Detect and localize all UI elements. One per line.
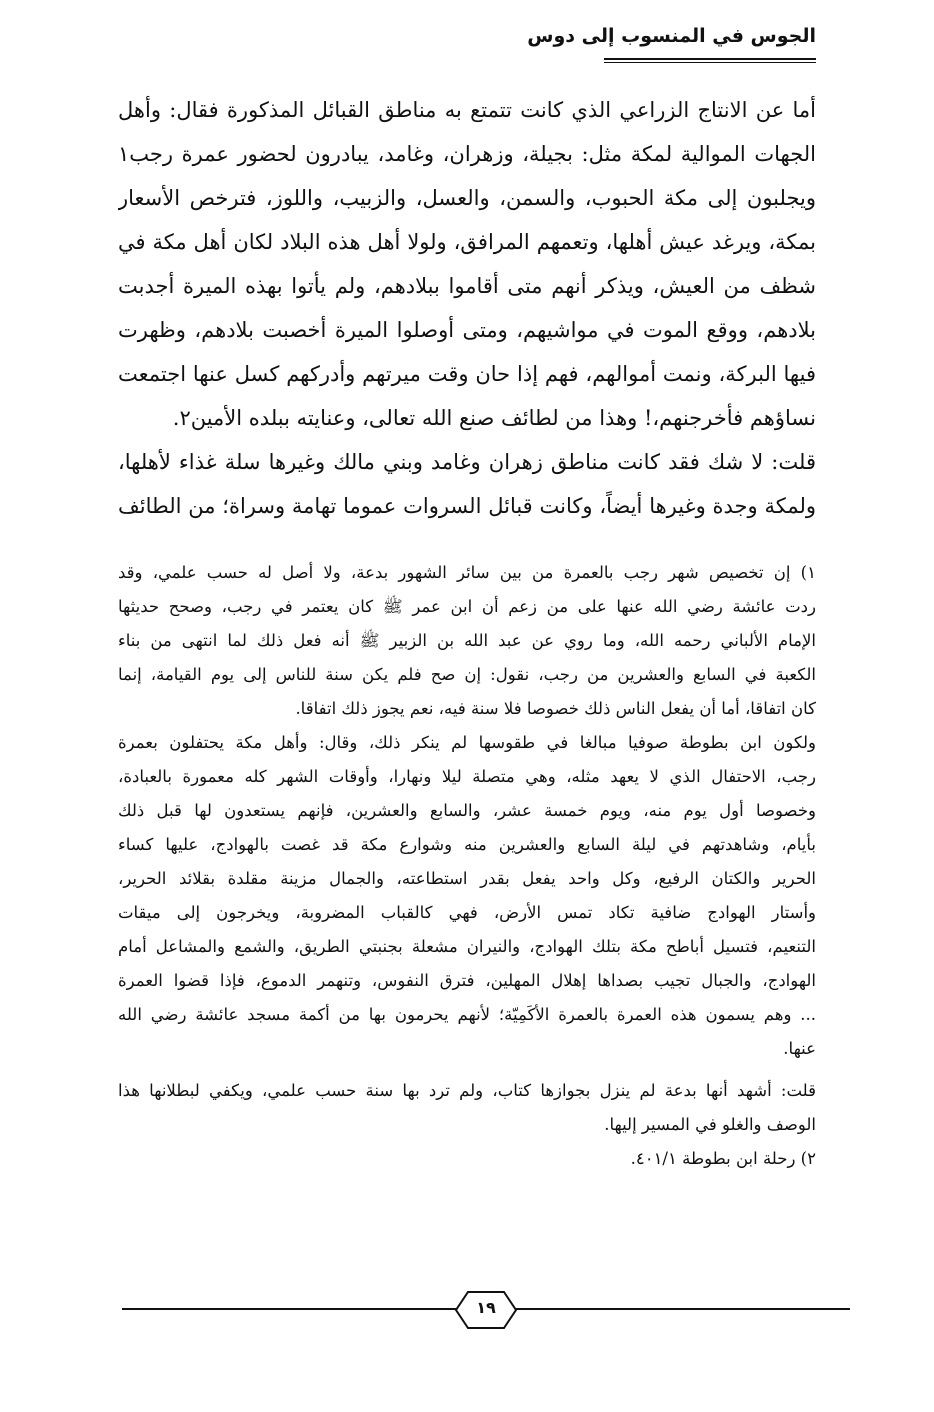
- header-rule: [604, 58, 816, 60]
- body-line: شظف من العيش، ويذكر أنهم متى أقاموا ببلادهم، ولم يأتوا بهذه الميرة أجدبت: [118, 274, 816, 298]
- main-text: [118, 88, 816, 528]
- footnote-line: كان اتفاقا، أما أن يفعل الناس ذلك خصوصا فلا سنة فيه، نعم يجوز ذلك اتفاقا.: [295, 699, 816, 718]
- footnote-line: وأستار الهوادج ضافية تكاد تمس الأرض، فهي كالقباب المضروبة، ويخرجون إلى ميقات: [118, 903, 816, 922]
- footnote-line: قلت: أشهد أنها بدعة لم ينزل بجوازها كتاب، ولم ترد بها سنة حسب علمي، ويكفي لبطلانها هذا: [118, 1081, 816, 1100]
- footnote-line: عنها.: [783, 1039, 816, 1058]
- footnote-remark: [118, 1074, 816, 1142]
- footnote-line: الإمام الألباني رحمه الله، وما روي عن عبد الله بن الزبير ﷺ أنه فعل ذلك لما انتهى من بناء: [118, 631, 816, 650]
- body-line: ويجلبون إلى مكة الحبوب، والسمن، والعسل، والزبيب، واللوز، فترخص الأسعار: [118, 186, 816, 210]
- footnote-1-continuation: [118, 726, 816, 1066]
- header-rule-thin: [604, 62, 816, 63]
- footnote-line: ... وهم يسمون هذه العمرة بالعمرة الأكَمِيّة؛ لأنهم يحرمون بها من أكمة مسجد عائشة رضي الله: [118, 1005, 816, 1024]
- footnote-line: التنعيم، فتسيل أباطح مكة بتلك الهوادج، والنيران مشعلة بجنبتي الطريق، والشمع والمشاعل أمام: [118, 937, 816, 956]
- body-line: أما عن الانتاج الزراعي الذي كانت تتمتع به مناطق القبائل المذكورة فقال: وأهل: [118, 98, 816, 122]
- footnotes: [118, 556, 816, 1176]
- footnote-line: بأيام، وشاهدتهم في ليلة السابع والعشرين منه وشوارع مكة قد غصت بالهوادج، عليها كساء: [118, 835, 816, 854]
- page-number: ١٩: [476, 1298, 496, 1317]
- footnote-line: ١) إن تخصيص شهر رجب بالعمرة من بين سائر الشهور بدعة، ولا أصل له حسب علمي، وقد: [118, 563, 816, 582]
- footnote-line: الهوادج، والجبال تجيب بصداها إهلال المهلين، فترق النفوس، وتنهمر الدموع، فإذا قضوا العمرة: [118, 971, 816, 990]
- running-header-title: الجوس في المنسوب إلى دوس: [527, 25, 816, 47]
- footnote-spacer: [118, 1066, 816, 1074]
- body-line: فيها البركة، ونمت أموالهم، فهم إذا حان وقت ميرتهم وأدركهم كسل عنها اجتمعت: [118, 362, 816, 386]
- footnote-line: الوصف والغلو في المسير إليها.: [604, 1115, 816, 1134]
- footnote-line: رجب، الاحتفال الذي لا يعهد مثله، وهي متصلة ليلا ونهارا، وأوقات الشهر كله معمورة بالعبادة،: [118, 767, 816, 786]
- footnote-line: الكعبة في السابع والعشرين من رجب، نقول: إن صح فلم يكن سنة للناس إلى يوم القيامة، إنما: [118, 665, 816, 684]
- body-line: بلادهم، ووقع الموت في مواشيهم، ومتى أوصلوا الميرة أخصبت بلادهم، وظهرت: [118, 318, 816, 342]
- body-line: الجهات الموالية لمكة مثل: بجيلة، وزهران، وغامد، يبادرون لحضور عمرة رجب١: [118, 142, 816, 166]
- footnote-line: ردت عائشة رضي الله عنها على من زعم أن ابن عمر ﷺ كان يعتمر في رجب، وصحح حديثها: [118, 597, 816, 616]
- body-line: ولمكة وجدة وغيرها أيضاً، وكانت قبائل السروات عموما تهامة وسراة؛ من الطائف: [118, 494, 816, 518]
- footnote-line: ٢) رحلة ابن بطوطة ٤٠١/١.: [630, 1149, 816, 1168]
- footnote-line: الحرير والكتان الرفيع، وكل واحد يفعل بقدر استطاعته، والجمال مزينة مقلدة بقلائد الحرير،: [118, 869, 816, 888]
- body-line: بمكة، ويرغد عيش أهلها، وتعمهم المرافق، ولولا أهل هذه البلاد لكان أهل مكة في: [118, 230, 816, 254]
- footnote-line: وخصوصا أول يوم منه، ويوم خمسة عشر، والسابع والعشرين، فإنهم يستعدون لها قبل ذلك: [118, 801, 816, 820]
- body-line: قلت: لا شك فقد كانت مناطق زهران وغامد وبني مالك وغيرها سلة غذاء لأهلها،: [118, 450, 816, 474]
- footer-rule-right: [512, 1308, 850, 1310]
- body-line: نساؤهم فأخرجنهم،! وهذا من لطائف صنع الله تعالى، وعنايته ببلده الأمين٢.: [172, 406, 816, 430]
- footer-rule-left: [122, 1308, 460, 1310]
- footnote-2: [118, 1142, 816, 1176]
- footnote-line: ولكون ابن بطوطة صوفيا مبالغا في طقوسها لم ينكر ذلك، وقال: وأهل مكة يحتفلون بعمرة: [118, 733, 816, 752]
- footnote-1: [118, 556, 816, 726]
